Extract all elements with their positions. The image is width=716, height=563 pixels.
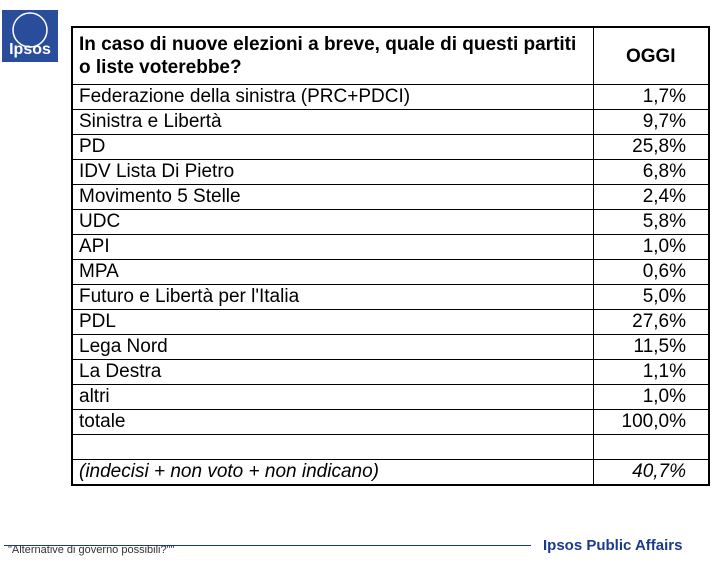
footer-brand: Ipsos Public Affairs xyxy=(543,537,683,554)
party-value: 6,8% xyxy=(593,160,709,185)
party-value: 11,5% xyxy=(593,335,709,360)
table-row xyxy=(72,110,709,135)
party-name: Movimento 5 Stelle xyxy=(72,185,593,210)
party-name: totale xyxy=(72,410,593,435)
table-row xyxy=(72,135,709,160)
party-name: PD xyxy=(72,135,593,160)
party-value: 5,8% xyxy=(593,210,709,235)
table-row xyxy=(72,385,709,410)
party-name: Sinistra e Libertà xyxy=(72,110,593,135)
party-value: 0,6% xyxy=(593,260,709,285)
party-value: 1,7% xyxy=(593,85,709,110)
spacer-row xyxy=(72,435,709,460)
poll-table xyxy=(71,26,710,486)
table-row xyxy=(72,360,709,385)
party-name: MPA xyxy=(72,260,593,285)
party-value: 5,0% xyxy=(593,285,709,310)
party-value: 9,7% xyxy=(593,110,709,135)
table-row xyxy=(72,185,709,210)
party-value: 1,0% xyxy=(593,385,709,410)
party-value: 1,1% xyxy=(593,360,709,385)
party-name: La Destra xyxy=(72,360,593,385)
table-row xyxy=(72,235,709,260)
table-row xyxy=(72,260,709,285)
undecided-value: 40,7% xyxy=(593,460,709,486)
undecided-label: (indecisi + non voto + non indicano) xyxy=(72,460,593,486)
table-row xyxy=(72,160,709,185)
party-value: 2,4% xyxy=(593,185,709,210)
table-row xyxy=(72,410,709,435)
ipsos-logo-icon xyxy=(2,10,58,62)
table-row xyxy=(72,85,709,110)
table-row xyxy=(72,310,709,335)
question-header: In caso di nuove elezioni a breve, quale di questi partiti o liste voterebbe? xyxy=(72,27,593,85)
party-value: 100,0% xyxy=(593,410,709,435)
party-name: altri xyxy=(72,385,593,410)
table-row xyxy=(72,335,709,360)
party-name: IDV Lista Di Pietro xyxy=(72,160,593,185)
party-value: 25,8% xyxy=(593,135,709,160)
undecided-row xyxy=(72,460,709,486)
poll-body xyxy=(72,85,709,486)
party-name: Federazione della sinistra (PRC+PDCI) xyxy=(72,85,593,110)
ipsos-logo xyxy=(2,10,58,62)
party-name: Futuro e Libertà per l'Italia xyxy=(72,285,593,310)
party-value: 1,0% xyxy=(593,235,709,260)
party-value: 27,6% xyxy=(593,310,709,335)
table-row xyxy=(72,210,709,235)
party-name: UDC xyxy=(72,210,593,235)
footer-note: "Alternative di governo possibili?"" xyxy=(8,544,175,556)
oggi-header: OGGI xyxy=(593,27,709,85)
header-row xyxy=(72,27,709,85)
logo-text: Ipsos xyxy=(9,41,51,58)
party-name: API xyxy=(72,235,593,260)
party-name: Lega Nord xyxy=(72,335,593,360)
table-row xyxy=(72,285,709,310)
party-name: PDL xyxy=(72,310,593,335)
